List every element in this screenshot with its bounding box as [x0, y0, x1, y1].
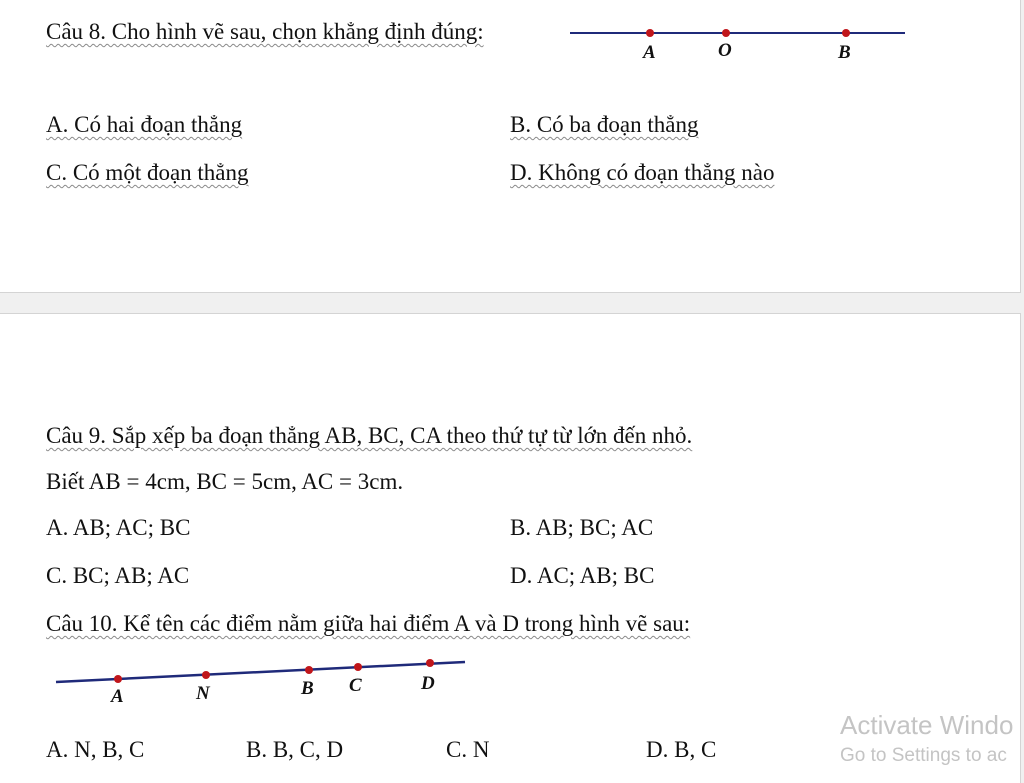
- q10-option-c[interactable]: C. N: [446, 737, 490, 762]
- q9-option-c[interactable]: C. BC; AB; AC: [46, 563, 190, 588]
- q10-option-a[interactable]: A. N, B, C: [46, 737, 145, 762]
- q9-option-b[interactable]: B. AB; BC; AC: [510, 515, 654, 540]
- q10-figure: [0, 314, 1020, 714]
- q9-given: Biết AB = 4cm, BC = 5cm, AC = 3cm.: [46, 469, 404, 494]
- q8-figure: [0, 0, 1020, 80]
- q10-label-c: C: [349, 675, 362, 696]
- document-page-1: [0, 0, 1020, 292]
- q8-prompt: Câu 8. Cho hình vẽ sau, chọn khẳng định đúng:: [46, 19, 484, 44]
- q10-option-d[interactable]: D. B, C: [646, 737, 717, 762]
- activate-windows-watermark-title: Activate Windo: [840, 710, 1014, 740]
- q10-label-a: A: [111, 686, 124, 707]
- activate-windows-watermark-subtitle: Go to Settings to ac: [840, 745, 1007, 766]
- q8-option-a[interactable]: A. Có hai đoạn thẳng: [46, 112, 243, 137]
- q8-label-a: A: [643, 42, 656, 63]
- q8-option-d[interactable]: D. Không có đoạn thẳng nào: [510, 160, 775, 185]
- q8-point-o: [722, 29, 730, 37]
- q10-label-n: N: [196, 683, 210, 704]
- q8-option-b[interactable]: B. Có ba đoạn thẳng: [510, 112, 699, 137]
- q9-option-d[interactable]: D. AC; AB; BC: [510, 563, 655, 588]
- q9-prompt: Câu 9. Sắp xếp ba đoạn thẳng AB, BC, CA theo thứ tự từ lớn đến nhỏ.: [46, 423, 693, 448]
- q10-prompt: Câu 10. Kể tên các điểm nằm giữa hai điểm A và D trong hình vẽ sau:: [46, 611, 691, 636]
- q10-point-n: [202, 671, 210, 679]
- q8-point-b: [842, 29, 850, 37]
- q10-label-b: B: [301, 678, 314, 699]
- q10-point-b: [305, 666, 313, 674]
- q10-point-a: [114, 675, 122, 683]
- q10-point-d: [426, 659, 434, 667]
- q8-point-a: [646, 29, 654, 37]
- q8-option-c[interactable]: C. Có một đoạn thẳng: [46, 160, 249, 185]
- q9-option-a[interactable]: A. AB; AC; BC: [46, 515, 191, 540]
- q10-option-b[interactable]: B. B, C, D: [246, 737, 344, 762]
- q8-label-o: O: [718, 40, 732, 61]
- q8-label-b: B: [838, 42, 851, 63]
- q10-label-d: D: [421, 673, 435, 694]
- q10-point-c: [354, 663, 362, 671]
